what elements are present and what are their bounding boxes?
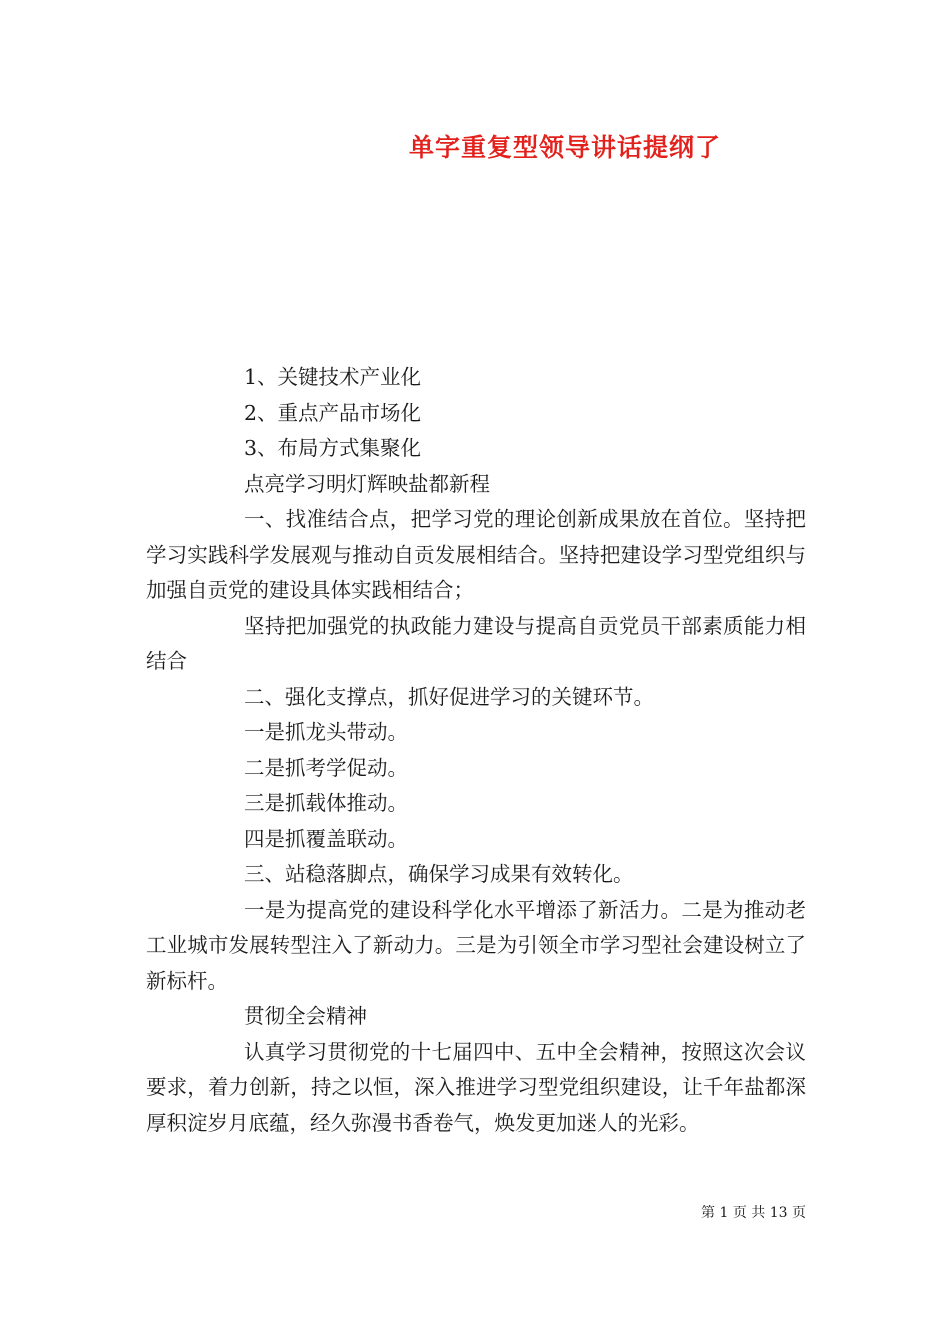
document-title: 单字重复型领导讲话提纲了 xyxy=(408,133,721,162)
paragraph: 1、关键技术产业化 xyxy=(244,365,422,389)
paragraph: 一是抓龙头带动。 xyxy=(244,720,408,744)
paragraph: 点亮学习明灯辉映盐都新程 xyxy=(244,471,490,496)
paragraph: 一、找准结合点，把学习党的理论创新成果放在首位。坚持把学习实践科学发展观与推动自贡发展相结合。坚持把建设学习型党组织与加强自贡党的建设具体实践相结合； xyxy=(146,507,806,602)
paragraph: 二是抓考学促动。 xyxy=(244,755,408,780)
paragraph: 二、强化支撑点，抓好促进学习的关键环节。 xyxy=(244,684,654,709)
paragraph: 2、重点产品市场化 xyxy=(244,400,422,425)
paragraph: 四是抓覆盖联动。 xyxy=(244,826,408,851)
paragraph: 认真学习贯彻党的十七届四中、五中全会精神，按照这次会议要求，着力创新，持之以恒，深入推进学习型党组织建设，让千年盐都深厚积淀岁月底蕴，经久弥漫书香卷气，焕发更加迷人的光彩。 xyxy=(146,1039,806,1135)
paragraph: 三、站稳落脚点，确保学习成果有效转化。 xyxy=(244,862,634,886)
paragraph: 三是抓载体推动。 xyxy=(244,791,408,815)
document-body xyxy=(146,360,806,1141)
paragraph: 一是为提高党的建设科学化水平增添了新活力。二是为推动老工业城市发展转型注入了新动力。三是为引领全市学习型社会建设树立了新标杆。 xyxy=(146,897,806,993)
paragraph: 坚持把加强党的执政能力建设与提高自贡党员干部素质能力相结合 xyxy=(146,613,806,673)
page-number-footer: 第 1 页 共 13 页 xyxy=(701,1205,806,1221)
paragraph: 3、布局方式集聚化 xyxy=(244,436,422,460)
paragraph: 贯彻全会精神 xyxy=(244,1004,367,1028)
